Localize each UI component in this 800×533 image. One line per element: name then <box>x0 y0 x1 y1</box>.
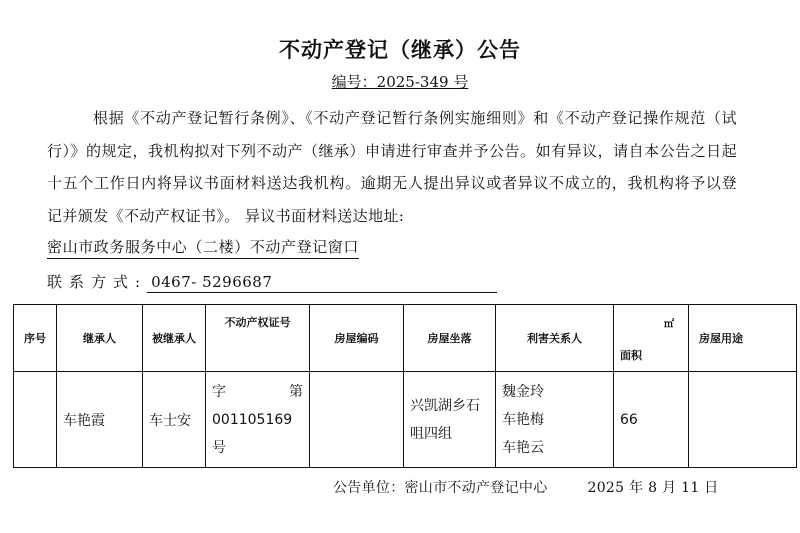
objection-address: 密山市政务服务中心（二楼）不动产登记窗口 <box>47 237 359 259</box>
cert-number: 001105169 号 <box>212 411 293 456</box>
contact-phone: 0467- 5296687 <box>147 272 497 293</box>
party-name: 魏金玲 <box>502 383 544 400</box>
cell-parties <box>496 372 614 468</box>
area-unit: ㎡ <box>664 319 674 330</box>
header-area <box>614 305 689 372</box>
table-header-row <box>14 305 797 372</box>
document-number: 编号：2025-349 号 <box>331 73 469 91</box>
party-name: 车艳梅 <box>502 411 544 428</box>
cert-prefix: 字 <box>212 383 226 400</box>
header-heir: 继承人 <box>57 305 143 372</box>
cell-seq <box>14 372 57 468</box>
notice-title: 不动产登记（继承）公告 <box>279 38 521 62</box>
header-decedent: 被继承人 <box>143 305 206 372</box>
cell-decedent: 车士安 <box>143 372 206 468</box>
cell-location: 兴凯湖乡石咀四组 <box>404 372 496 468</box>
issuing-unit: 公告单位：密山市不动产登记中心 <box>333 480 548 496</box>
notice-footer <box>333 477 719 497</box>
header-location: 房屋坐落 <box>404 305 496 372</box>
header-seq: 序号 <box>14 305 57 372</box>
table-row <box>14 372 797 468</box>
issue-date: 2025 年 8 月 11 日 <box>587 480 719 496</box>
header-usage: 房屋用途 <box>689 305 797 372</box>
header-cert-no: 不动产权证号 <box>206 305 310 372</box>
registration-table <box>13 304 797 468</box>
cert-mid: 第 <box>289 383 303 400</box>
header-house-code: 房屋编码 <box>310 305 404 372</box>
notice-body: 根据《不动产登记暂行条例》、《不动产登记暂行条例实施细则》和《不动产登记操作规范（试行）》的规定，我机构拟对下列不动产（继承）申请进行审查并予公告。如有异议，请自本公告之日起十五个工作日内将异议书面材料送达我机构。逾期无人提出异议或者异议不成立的，我机构将予以登记并颁发《不动产权证书》。 异议书面材料送达地址: <box>47 109 737 225</box>
cell-area: 66 <box>614 372 689 468</box>
party-name: 车艳云 <box>502 439 544 456</box>
header-parties: 利害关系人 <box>496 305 614 372</box>
contact-label: 联系方式: <box>47 273 148 291</box>
cell-usage <box>689 372 797 468</box>
area-label: 面积 <box>620 349 642 362</box>
cell-house-code <box>310 372 404 468</box>
contact-info <box>47 272 497 293</box>
cell-heir: 车艳霞 <box>57 372 143 468</box>
cell-cert-no <box>206 372 310 468</box>
